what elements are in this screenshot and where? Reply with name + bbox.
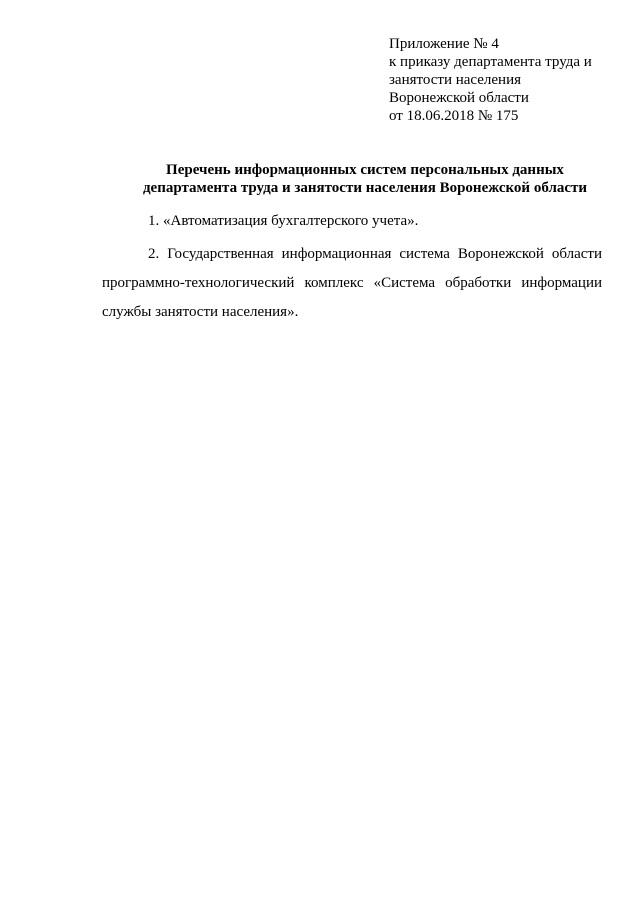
appendix-order-reference: к приказу департамента труда и [389, 54, 592, 70]
appendix-header [389, 35, 624, 125]
appendix-region: Воронежской области [389, 90, 529, 106]
list-item-2-line-2: программно-технологический комплекс «Система обработки информации [102, 275, 602, 291]
appendix-date-number: от 18.06.2018 № 175 [389, 108, 519, 124]
document-title [95, 161, 635, 197]
title-line-2: департамента труда и занятости населения Воронежской области [142, 180, 588, 196]
appendix-number: Приложение № 4 [389, 36, 499, 52]
list-item-1-text: 1. «Автоматизация бухгалтерского учета». [148, 213, 419, 229]
list-item [148, 212, 418, 230]
list-item [102, 240, 602, 327]
list-item-2-line-3: службы занятости населения». [102, 304, 299, 320]
title-line-1: Перечень информационных систем персональных данных [166, 162, 564, 178]
list-item-2-line-1: 2. Государственная информационная система Воронежской области [148, 246, 602, 262]
appendix-department: занятости населения [389, 72, 522, 88]
